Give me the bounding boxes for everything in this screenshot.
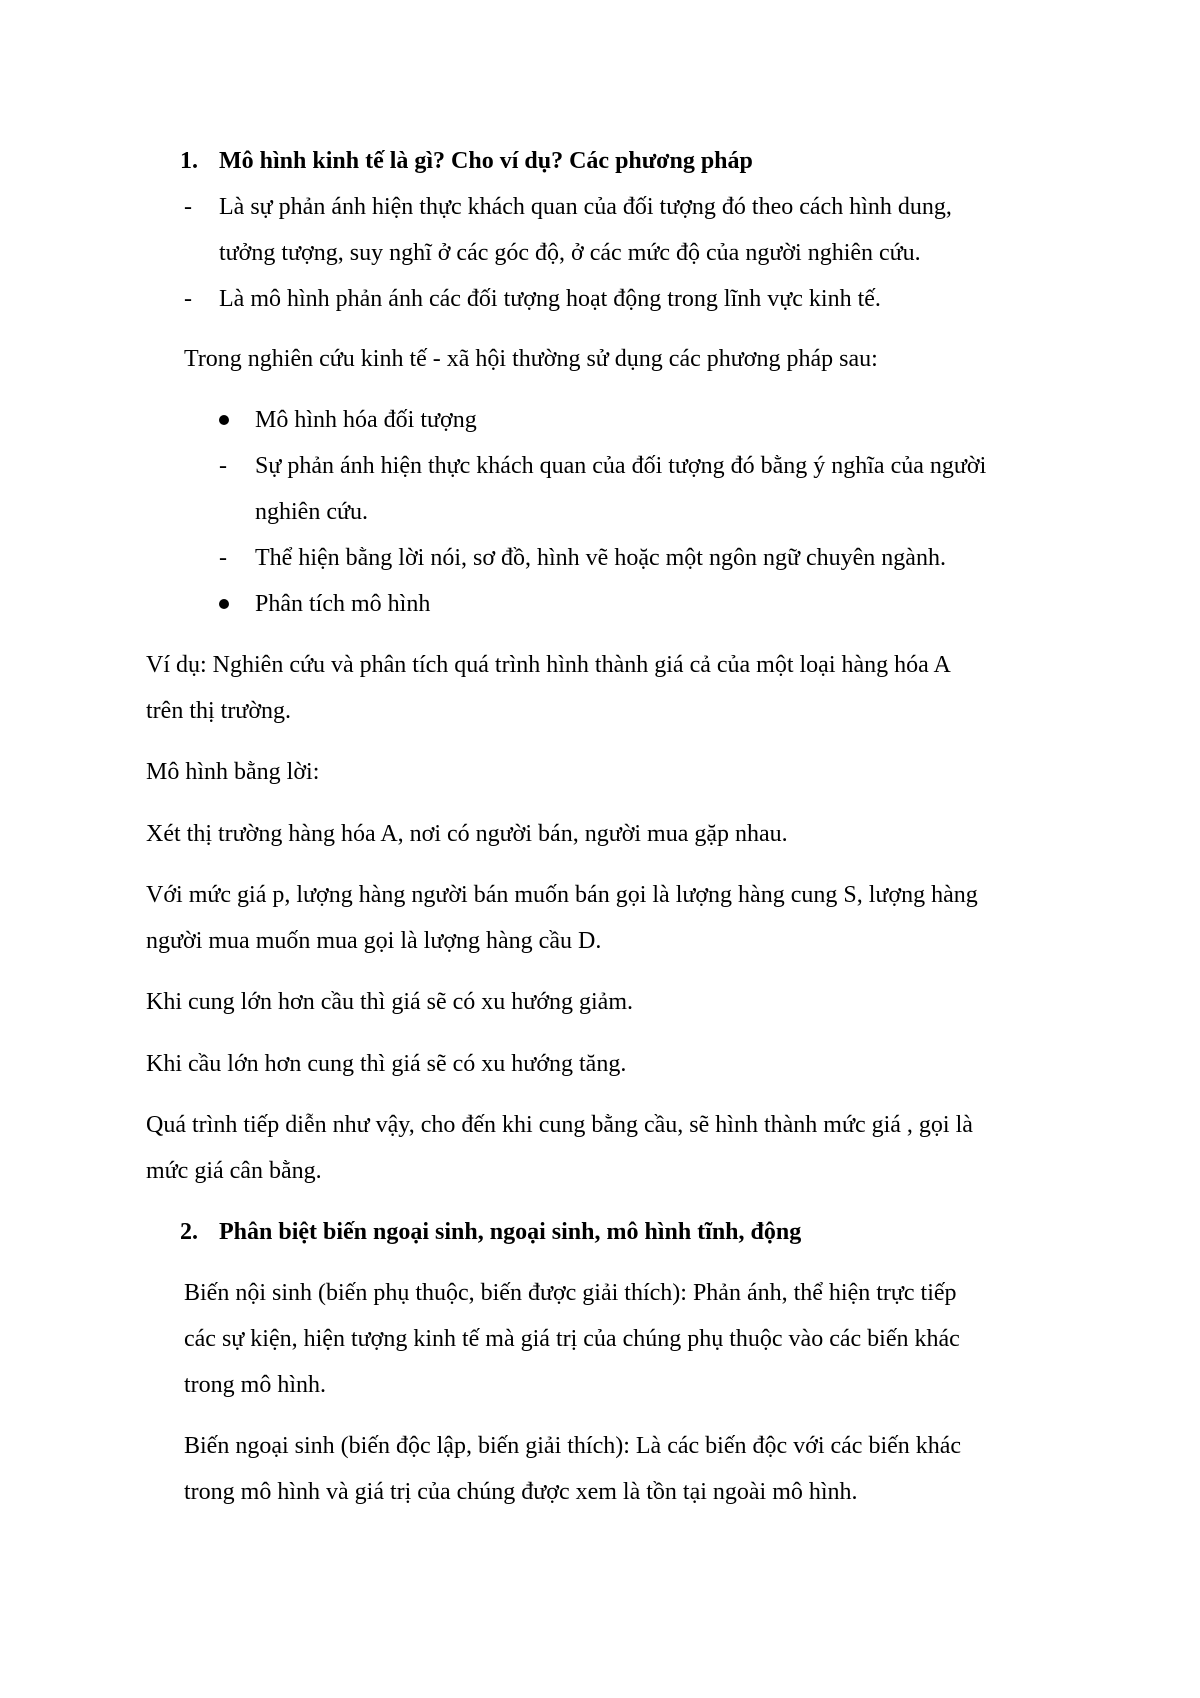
method-1-sub-1-line-1: Sự phản ánh hiện thực khách quan của đối tượng đó bằng ý nghĩa của người [255,453,987,479]
process-line-1: Quá trình tiếp diễn như vậy, cho đến khi cung bằng cầu, sẽ hình thành mức giá , gọi là [146,1112,973,1138]
section-2-number: 2. [180,1219,198,1245]
price-line-2: người mua muốn mua gọi là lượng hàng cầu D. [146,928,602,954]
example-line-2: trên thị trường. [146,698,292,724]
endogenous-line-3: trong mô hình. [184,1372,326,1398]
verbal-model-label: Mô hình bằng lời: [146,759,320,785]
process-line-2: mức giá cân bằng. [146,1158,322,1184]
point-1-line-2: tưởng tượng, suy nghĩ ở các góc độ, ở các mức độ của người nghiên cứu. [219,240,921,266]
point-2: Là mô hình phản ánh các đối tượng hoạt động trong lĩnh vực kinh tế. [219,286,881,312]
bullet-marker [219,599,229,609]
supply-greater-text: Khi cung lớn hơn cầu thì giá sẽ có xu hướng giảm. [146,989,633,1015]
section-1-number: 1. [180,148,198,174]
dash-marker: - [219,545,227,571]
demand-greater-text: Khi cầu lớn hơn cung thì giá sẽ có xu hướng tăng. [146,1051,627,1077]
dash-marker: - [184,194,192,220]
market-description: Xét thị trường hàng hóa A, nơi có người bán, người mua gặp nhau. [146,821,788,847]
exogenous-line-2: trong mô hình và giá trị của chúng được xem là tồn tại ngoài mô hình. [184,1479,858,1505]
dash-marker: - [219,453,227,479]
dash-marker: - [184,286,192,312]
endogenous-line-1: Biến nội sinh (biến phụ thuộc, biến được giải thích): Phản ánh, thể hiện trực tiếp [184,1280,957,1306]
methods-intro: Trong nghiên cứu kinh tế - xã hội thường sử dụng các phương pháp sau: [184,346,878,372]
section-2-heading: Phân biệt biến ngoại sinh, ngoại sinh, mô hình tĩnh, động [219,1219,802,1245]
method-1-sub-1-line-2: nghiên cứu. [255,499,368,525]
example-line-1: Ví dụ: Nghiên cứu và phân tích quá trình hình thành giá cả của một loại hàng hóa A [146,652,951,678]
method-1-sub-2: Thể hiện bằng lời nói, sơ đồ, hình vẽ hoặc một ngôn ngữ chuyên ngành. [255,545,946,571]
price-line-1: Với mức giá p, lượng hàng người bán muốn bán gọi là lượng hàng cung S, lượng hàng [146,882,978,908]
method-2: Phân tích mô hình [255,591,431,617]
point-1-line-1: Là sự phản ánh hiện thực khách quan của đối tượng đó theo cách hình dung, [219,194,952,220]
section-1-heading: Mô hình kinh tế là gì? Cho ví dụ? Các phương pháp [219,148,753,174]
method-1: Mô hình hóa đối tượng [255,407,477,433]
bullet-marker [219,415,229,425]
exogenous-line-1: Biến ngoại sinh (biến độc lập, biến giải thích): Là các biến độc với các biến khác [184,1433,962,1459]
endogenous-line-2: các sự kiện, hiện tượng kinh tế mà giá trị của chúng phụ thuộc vào các biến khác [184,1326,960,1352]
